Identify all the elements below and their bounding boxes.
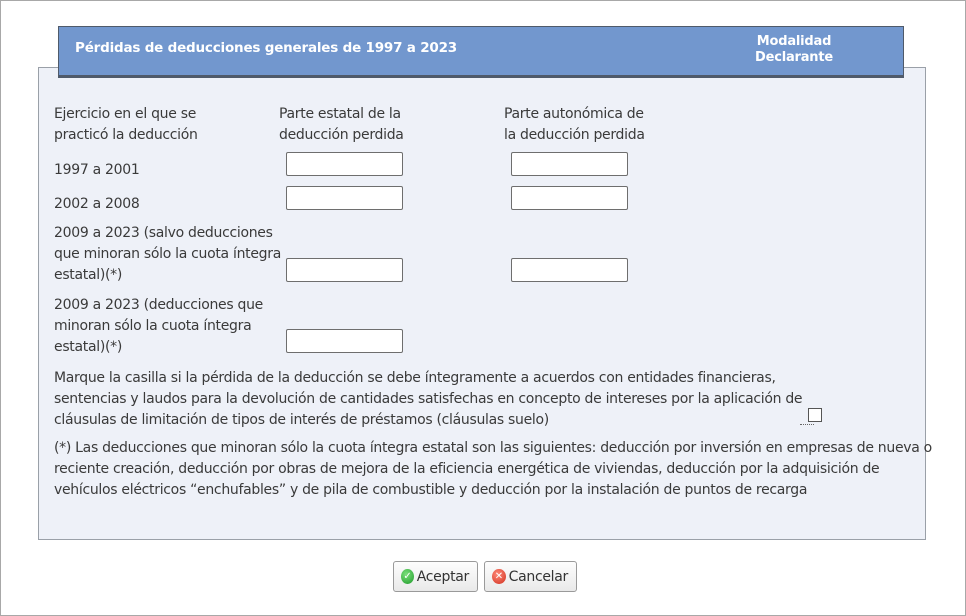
column-header-ejercicio-line1: Ejercicio en el que se	[54, 106, 197, 122]
modalidad-line2: Declarante	[754, 50, 833, 65]
check-circle-icon: ✓	[401, 569, 414, 584]
row-label-line: minoran sólo la cuota íntegra	[54, 318, 252, 334]
column-header-autonomica	[504, 104, 645, 146]
column-header-estatal-line2: deducción perdida	[279, 127, 404, 143]
row-label-line: que minoran sólo la cuota íntegra	[54, 246, 281, 262]
autonomica-input-2002-2008[interactable]	[511, 186, 628, 210]
section-title: Pérdidas de deducciones generales de 1997 a 2023	[75, 40, 457, 56]
accept-button[interactable]	[393, 561, 478, 592]
column-header-autonomica-line2: la deducción perdida	[504, 127, 645, 143]
clausulas-suelo-line: cláusulas de limitación de tipos de interés de préstamos (cláusulas suelo)	[54, 412, 549, 428]
row-label-line: 2009 a 2023 (salvo deducciones	[54, 225, 273, 241]
clausulas-suelo-line: sentencias y laudos para la devolución de cantidades satisfechas en concepto de intereses por la aplicación de	[54, 391, 803, 407]
section-header	[58, 26, 904, 78]
footnote-line: reciente creación, deducción por obras de mejora de la eficiencia energética de viviendas, deducción por la adquisición de	[54, 461, 880, 477]
footnote	[54, 438, 932, 501]
clausulas-suelo-line: Marque la casilla si la pérdida de la deducción se debe íntegramente a acuerdos con entidades financieras,	[54, 370, 776, 386]
row-label-2009-2023-estatal	[54, 295, 263, 358]
cancel-button-label: Cancelar	[508, 568, 568, 585]
estatal-input-1997-2001[interactable]	[286, 152, 403, 176]
modalidad-label	[755, 34, 833, 66]
column-header-estatal	[279, 104, 404, 146]
checkbox-focus-indicator	[800, 424, 814, 425]
row-label-1997-2001: 1997 a 2001	[54, 162, 140, 178]
clausulas-suelo-checkbox[interactable]	[808, 408, 822, 422]
autonomica-input-1997-2001[interactable]	[511, 152, 628, 176]
autonomica-input-2009-2023-general[interactable]	[511, 258, 628, 282]
clausulas-suelo-text	[54, 368, 802, 431]
modalidad-line1: Modalidad	[756, 34, 832, 49]
column-header-autonomica-line1: Parte autonómica de	[504, 106, 644, 122]
estatal-input-2009-2023-general[interactable]	[286, 258, 403, 282]
footnote-line: (*) Las deducciones que minoran sólo la cuota íntegra estatal son las siguientes: deducción por inversión en empresas de nueva o	[54, 440, 932, 456]
row-label-2009-2023-general	[54, 223, 281, 286]
row-label-line: 2009 a 2023 (deducciones que	[54, 297, 263, 313]
column-header-ejercicio-line2: practicó la deducción	[54, 127, 198, 143]
column-header-estatal-line1: Parte estatal de la	[279, 106, 401, 122]
column-header-ejercicio	[54, 104, 198, 146]
row-label-2002-2008: 2002 a 2008	[54, 196, 140, 212]
row-label-line: estatal)(*)	[54, 267, 123, 283]
estatal-input-2002-2008[interactable]	[286, 186, 403, 210]
accept-button-label: Aceptar	[416, 568, 469, 585]
estatal-input-2009-2023-estatal[interactable]	[286, 329, 403, 353]
x-circle-icon: ✕	[492, 569, 506, 584]
footnote-line: vehículos eléctricos “enchufables” y de pila de combustible y deducción por la instalación de puntos de recarga	[54, 482, 808, 498]
row-label-line: estatal)(*)	[54, 339, 123, 355]
cancel-button[interactable]	[484, 561, 577, 592]
